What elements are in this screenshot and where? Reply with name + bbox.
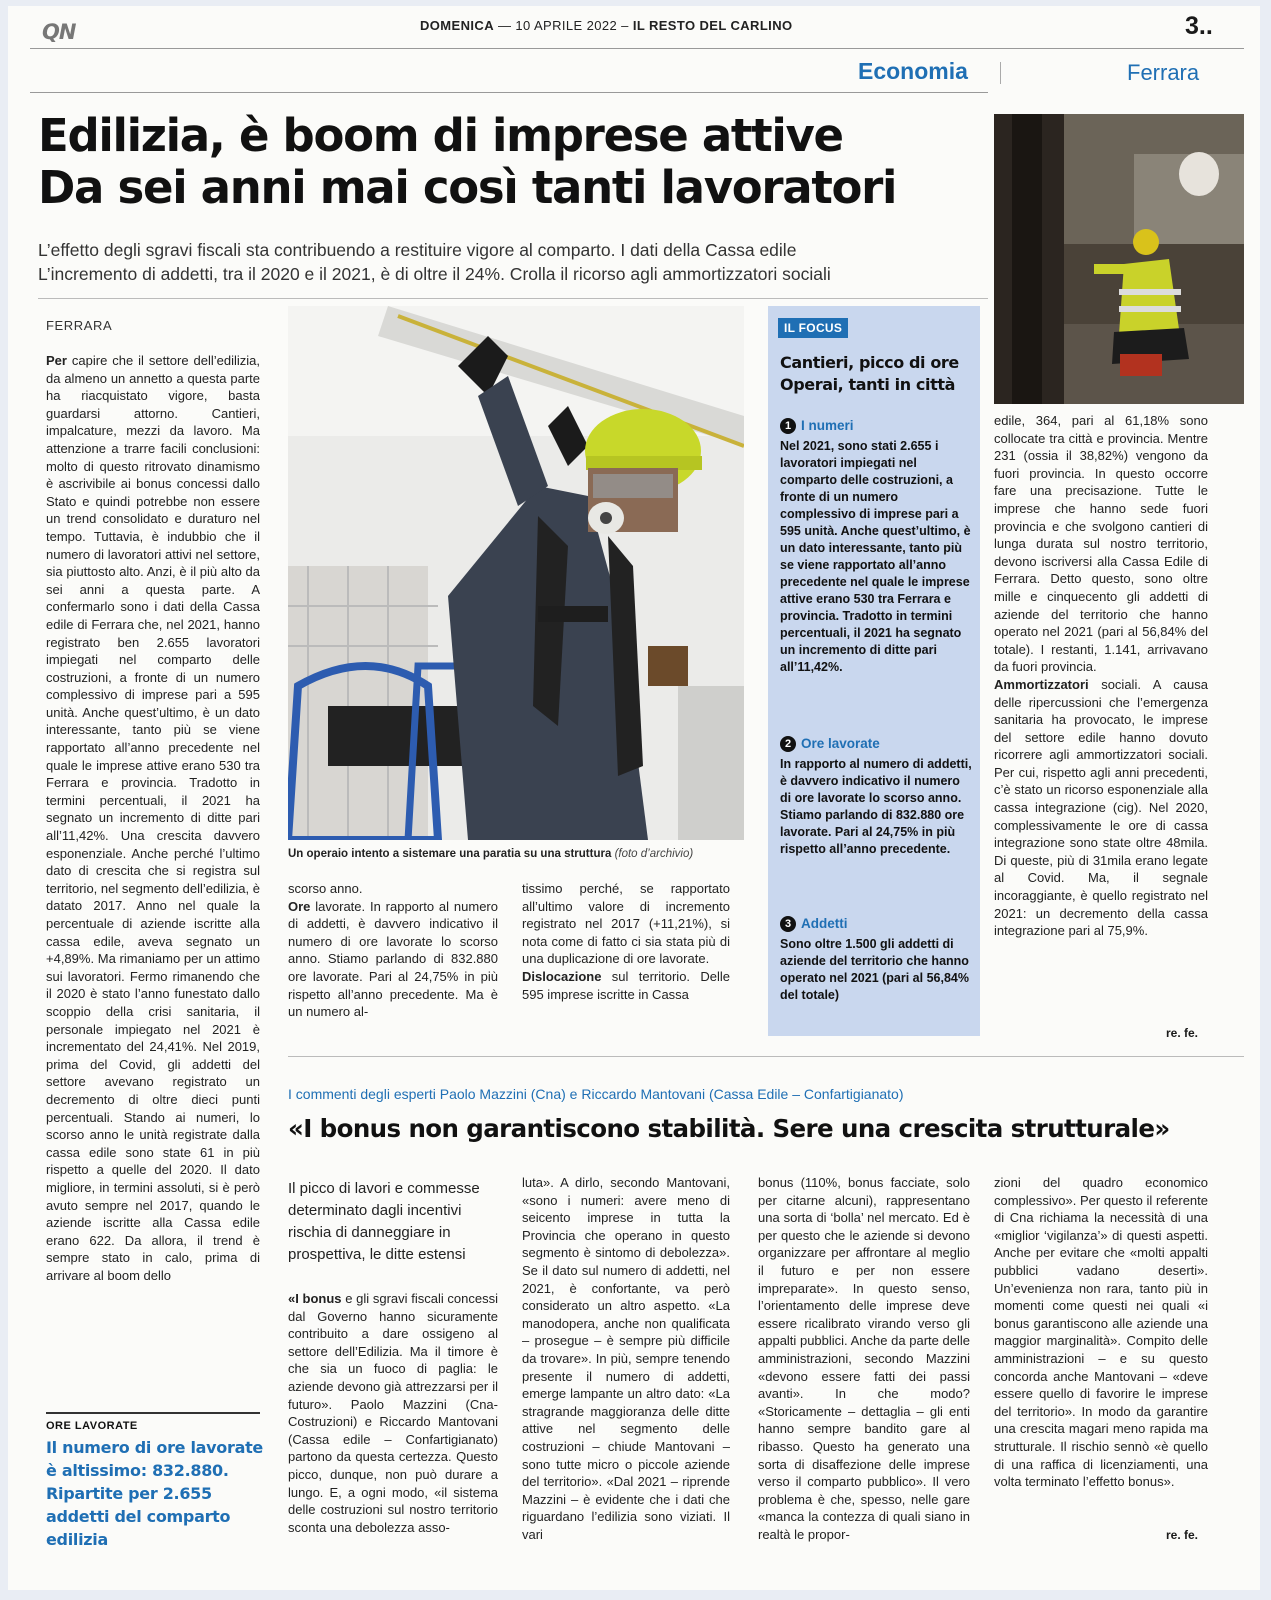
headline-line-2: Da sei anni mai così tanti lavoratori	[38, 161, 897, 214]
second-headline: «I bonus non garantiscono stabilità. Sere una crescita strutturale»	[288, 1114, 1170, 1143]
col3-lead: Dislocazione	[522, 968, 602, 984]
focus-title-line-2: Operai, tanti in città	[780, 375, 955, 394]
subheadline	[38, 238, 998, 286]
section-separator	[1000, 62, 1001, 84]
focus-item-1-text: Nel 2021, sono stati 2.655 i lavoratori impiegati nel comparto delle costruzioni, a fronte di un numero complessivo di imprese pari a 595 unità. Anche quest’ultimo, è un dato interessante, tanto più se viene rapportato all’anno precedente nel quale le imprese attive erano 530 tra Ferrara e provincia. Tradotto in termini percentuali, il 2021 ha segnato un incremento di ditte pari all’11,42%.	[780, 439, 971, 674]
col4-text-a: edile, 364, pari al 61,18% sono collocate tra città e provincia. Mentre 231 (ossia il 38,82%) vengono da fuori provincia. In questo occorre fare una precisazione. Tutte le imprese che hanno sede fuori provincia e che svolgono cantieri di lunga durata sul nostro territorio, devono iscriversi alla Cassa Edile di Ferrara. Detto questo, sono oltre mille e cinquecento gli addetti di aziende del territorio che hanno operato nel 2021 (pari al 56,84% del totale). I restanti, 1.141, arrivavano da fuori provincia.	[994, 413, 1208, 675]
col4-lead: Ammortizzatori	[994, 676, 1089, 692]
headline	[38, 110, 998, 214]
article-kicker: FERRARA	[46, 318, 113, 333]
focus-item-3-text: Sono oltre 1.500 gli addetti di aziende del territorio che hanno operato nel 2021 (pari al 56,84% del totale)	[780, 937, 969, 1002]
col2-lead: Ore	[288, 898, 311, 914]
col4-text-b: sociali. A causa delle ripercussioni che l’emergenza sanitaria ha provocato, le imprese del settore edile hanno dovuto ricorrere agli ammortizzatori sociali. Per cui, rispetto agli anni precedenti, c’è stato un ricorso esponenziale alla cassa integrazione (cig). Nel 2020, complessivamente le ore di cassa integrazione sono state oltre 48mila. Di queste, più di 31mila erano legate al Covid. Ma, il segnale incoraggiante, è quello registrato nel 2021: un decremento della cassa integrazione pari al 75,9%.	[994, 676, 1208, 939]
second-column-1	[288, 1290, 498, 1542]
col2-text-a: scorso anno.	[288, 881, 363, 896]
focus-box	[768, 306, 980, 1036]
focus-item-1-heading	[780, 418, 854, 434]
col3-text-b: sul territorio. Delle 595 imprese iscritte in Cassa	[522, 968, 730, 1002]
sidebox-text: Il numero di ore lavorate è altissimo: 832.880. Ripartite per 2.655 addetti del comparto edilizia	[46, 1438, 263, 1549]
section-label: Economia	[858, 58, 968, 84]
qn-logo: QN	[42, 20, 76, 44]
dateline-day: DOMENICA	[420, 18, 494, 33]
sidebox-rule	[46, 1412, 260, 1414]
header-rule	[30, 48, 1244, 49]
subhead-rule	[38, 298, 988, 299]
second-column-4: zioni del quadro economico complessivo». Per questo il referente di Cna richiama la necessità di una «miglior ‘vigilanza’» di questi aspetti. Anche per evitare che «molti appalti pubblici vadano deserti». Un’evenienza non rara, tanto più in momenti come questi nei quali «i bonus garantiscono alle aziende una maggior marginalità». Compito delle amministrazioni – e su questo concorda anche Mantovani – «deve essere quello di favorire le imprese del territorio». In modo da garantire una crescita magari meno rapida ma strutturale. Il rischio sennò «è quello di una raffica di licenziamenti, una volta terminato l’effetto bonus».	[994, 1175, 1208, 1490]
second-column-3: bonus (110%, bonus facciate, solo per citarne alcuni), rappresentano una sorta di ‘bolla’ nel mercato. Ed è per questo che le aziende si devono organizzare per affrontare al meglio il futuro e per non essere impreparate». In questo senso, l’orientamento delle imprese deve essere ricalibrato virando verso gli appalti pubblici. Anche da parte delle amministrazioni, secondo Mazzini «devono essere fatti dei passi avanti». In che modo? «Storicamente – dettaglia – gli enti hanno sempre bandito gare al ribasso. Questo ha generato una sorta di disaffezione delle imprese verso il comparto pubblico». Il vero problema è che, spesso, nelle gare «manca la contezza di quali siano in realtà le propor-	[758, 1175, 970, 1542]
subhead-line-1: L’effetto degli sgravi fiscali sta contribuendo a restituire vigore al comparto. I dati della Cassa edile	[38, 240, 797, 260]
page-number: 3..	[1185, 12, 1213, 40]
col1-lead: Per	[46, 353, 67, 368]
focus-item-3-title: Addetti	[801, 916, 848, 931]
focus-title-line-1: Cantieri, picco di ore	[780, 353, 959, 372]
focus-tag: IL FOCUS	[778, 318, 848, 338]
city-label: Ferrara	[1127, 60, 1200, 85]
worker-kneeling-photo	[994, 114, 1244, 404]
focus-item-2-number: 2	[780, 736, 796, 752]
focus-item-3-heading	[780, 916, 848, 932]
col2-text-b: lavorate. In rapporto al numero di addetti, è davvero indicativo il numero di ore lavorate lo scorso anno. Stiamo parlando di 832.880 ore lavorate. Pari al 24,75% in più rispetto all’anno precedente. Ma è un numero al-	[288, 898, 498, 1020]
focus-title	[780, 352, 972, 396]
second-intro: Il picco di lavori e commesse determinato dagli incentivi rischia di danneggiare in prospettiva, le ditte estensi	[288, 1180, 480, 1263]
caption-text: Un operaio intento a sistemare una paratia su una struttura	[288, 848, 612, 860]
caption-note: (foto d’archivio)	[614, 848, 694, 860]
focus-item-3-number: 3	[780, 916, 796, 932]
article-column-1	[46, 352, 260, 1410]
photo-caption	[288, 848, 744, 860]
second-article-rule	[288, 1056, 1244, 1057]
dateline-date: — 10 APRILE 2022 –	[498, 18, 629, 33]
article-column-4	[994, 412, 1208, 1022]
second-kicker: I commenti degli esperti Paolo Mazzini (Cna) e Riccardo Mantovani (Cassa Edile – Confartigianato)	[288, 1086, 904, 1102]
focus-item-2-heading	[780, 736, 880, 752]
second-col1-lead: «I bonus	[288, 1291, 342, 1306]
dateline-newspaper: IL RESTO DEL CARLINO	[632, 18, 793, 33]
focus-item-2-text: In rapporto al numero di addetti, è davvero indicativo il numero di ore lavorate lo scorso anno. Stiamo parlando di 832.880 ore lavorate. Pari al 24,75% in più rispetto all’anno precedente.	[780, 757, 972, 856]
second-col1-text: e gli sgravi fiscali concessi dal Governo hanno sicuramente contribuito a dare ossigeno al settore dell’Edilizia. Ma il timore è che sia un fuoco di paglia: le aziende devono già attrezzarsi per il futuro». Paolo Mazzini (Cna-Costruzioni) e Riccardo Mantovani (Cassa edile – Confartigianato) partono da questa certezza. Questo picco, dunque, non può durare a lungo. E, a ogni modo, «il sistema delle costruzioni sul nostro territorio sconta una debolezza asso-	[288, 1291, 498, 1535]
worker-photo	[288, 306, 744, 840]
subhead-line-2: L’incremento di addetti, tra il 2020 e il 2021, è di oltre il 24%. Crolla il ricorso agli ammortizzatori sociali	[38, 264, 831, 284]
article-signature: re. fe.	[1166, 1026, 1199, 1040]
focus-item-1-number: 1	[780, 418, 796, 434]
col1-text: capire che il settore dell’edilizia, da almeno un annetto a questa parte ha riacquistato vigore, basta guardarsi attorno. Cantieri, impalcature, mezzi da lavoro. Ma attenzione a trarre facili conclusioni: molto di questo ritrovato dinamismo è ascrivibile ai bonus concessi dallo Stato e quindi potrebbe non essere un trend consolidato e duraturo nel tempo. Tuttavia, è indubbio che il numero di lavoratori attivi nel settore, sia piuttosto alto. Anzi, è il più alto da sei anni a questa parte. A confermarlo sono i dati della Cassa edile di Ferrara che, nel 2021, hanno registrato ben 2.655 lavoratori impiegati nel comparto delle costruzioni, a fronte di un numero complessivo di imprese pari a 595 unità. Anche quest’ultimo, è un dato interessante, tanto più se viene rapportato all’anno precedente nel quale le imprese attive erano 530 tra Ferrara e provincia. Tradotto in termini percentuali, il 2021 ha segnato un incremento di ditte pari all’11,42%. Una crescita davvero esponenziale. Anche perché l’ultimo dato di crescita che si registra sul territorio, nel segmento dell’edilizia, è datato 2017. Anno nel quale la percentuale di aziende iscritte alla cassa edile, aveva segnato un +4,89%. Ma rimaniamo per un attimo sui lavoratori. Fermo rimanendo che il 2020 è stato l’anno funestato dallo scoppio della crisi sanitaria, il personale impiegato nel 2021 è incrementato del 24,41%. Nel 2019, prima del Covid, gli addetti del settore avevano registrato un decremento di oltre dieci punti percentuali. Stando ai numeri, lo scorso anno le unità registrate dalla cassa edile sono state 61 in più rispetto a quelle del 2020. Il dato migliore, in termini assoluti, si è però avuto sempre nel 2017, quando le aziende iscritte alla Cassa edile erano 622. Da allora, il trend è sempre stato in calo, prima di arrivare al boom dello	[46, 353, 260, 1283]
col3-text-a: tissimo perché, se rapportato all’ultimo valore di incremento registrato nel 2017 (+11,21%), si nota come di fatto ci sia stata più di una duplicazione di ore lavorate.	[522, 881, 730, 967]
section-rule	[30, 92, 988, 93]
focus-item-1-title: I numeri	[801, 418, 854, 433]
article-column-2	[288, 880, 498, 1040]
focus-item-2-title: Ore lavorate	[801, 736, 880, 751]
dateline	[420, 18, 793, 33]
second-column-2: luta». A dirlo, secondo Mantovani, «sono i numeri: avere meno di seicento imprese in tutta la Provincia che operano in questo segmento è sintomo di debolezza». Se il dato sul numero di addetti, nel 2021, è confortante, va però considerato un altro aspetto. «La manodopera, anche non qualificata – prosegue – è sempre più difficile da trovare». In più, sempre tenendo presente il numero di addetti, emerge lampante un altro dato: «La stragrande maggioranza delle ditte attive nel segmento delle costruzioni – chiude Mantovani – sono tutte micro o piccole aziende del territorio». «Dal 2021 – riprende Mazzini – è evidente che i dati che riguardano l’edilizia sono viziati. Il vari	[522, 1175, 730, 1542]
second-signature: re. fe.	[1166, 1528, 1199, 1542]
sidebox-kicker: ORE LAVORATE	[46, 1420, 138, 1432]
article-column-3	[522, 880, 730, 1040]
headline-line-1: Edilizia, è boom di imprese attive	[38, 109, 843, 162]
